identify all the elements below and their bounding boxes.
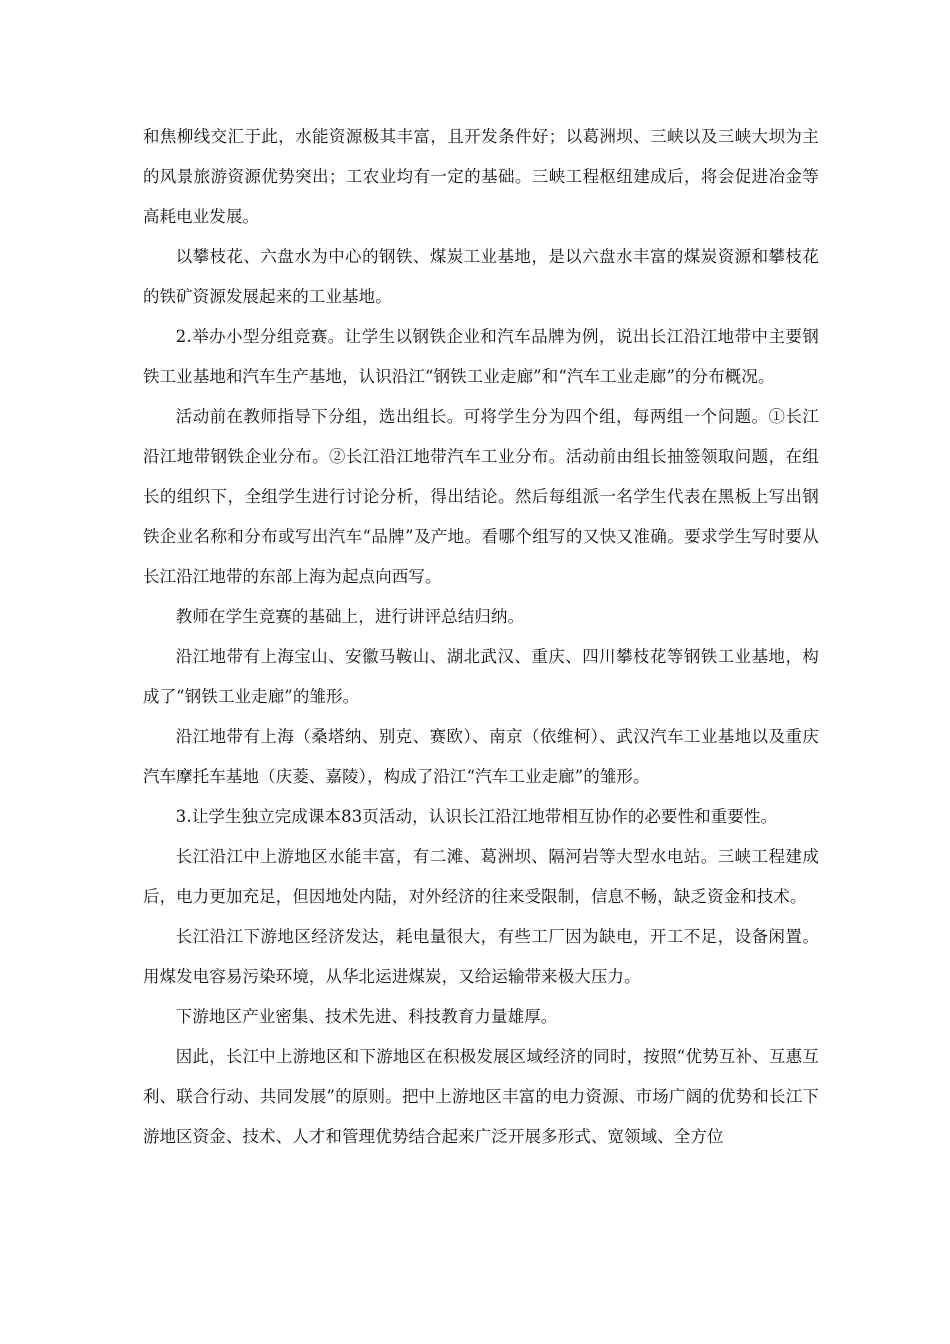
paragraph-3: 2.举办小型分组竞赛。让学生以钢铁企业和汽车品牌为例，说出长江沿江地带中主要钢铁工业基地和汽车生产基地，认识沿江“钢铁工业走廊”和“汽车工业走廊”的分布概况。	[143, 327, 819, 386]
paragraph-8: 3.让学生独立完成课本83页活动，认识长江沿江地带相互协作的必要性和重要性。	[175, 807, 778, 826]
paragraph-9: 长江沿江中上游地区水能丰富，有二滩、葛洲坝、隔河岩等大型水电站。三峡工程建成后，电力更加充足，但因地处内陆，对外经济的往来受限制，信息不畅，缺乏资金和技术。	[143, 847, 819, 906]
paragraph-11: 下游地区产业密集、技术先进、科技教育力量雄厚。	[175, 1007, 558, 1026]
paragraph-6: 沿江地带有上海宝山、安徽马鞍山、湖北武汉、重庆、四川攀枝花等钢铁工业基地，构成了“钢铁工业走廊”的雏形。	[143, 647, 819, 706]
paragraph-12: 因此，长江中上游地区和下游地区在积极发展区域经济的同时，按照“优势互补、互惠互利、联合行动、共同发展”的原则。把中上游地区丰富的电力资源、市场广阔的优势和长江下游地区资金、技术、人才和管理优势结合起来广泛开展多形式、宽领域、全方位	[143, 1047, 819, 1146]
paragraph-5: 教师在学生竞赛的基础上，进行讲评总结归纳。	[175, 607, 525, 626]
paragraph-1: 和焦柳线交汇于此，水能资源极其丰富，且开发条件好；以葛洲坝、三峡以及三峡大坝为主的风景旅游资源优势突出；工农业均有一定的基础。三峡工程枢纽建成后，将会促进冶金等高耗电业发展。	[143, 127, 819, 226]
paragraph-7: 沿江地带有上海（桑塔纳、别克、赛欧）、南京（依维柯）、武汉汽车工业基地以及重庆汽车摩托车基地（庆菱、嘉陵），构成了沿江“汽车工业走廊”的雏形。	[143, 727, 819, 786]
paragraph-2: 以攀枝花、六盘水为中心的钢铁、煤炭工业基地，是以六盘水丰富的煤炭资源和攀枝花的铁矿资源发展起来的工业基地。	[143, 247, 819, 306]
paragraph-4: 活动前在教师指导下分组，选出组长。可将学生分为四个组，每两组一个问题。①长江沿江地带钢铁企业分布。②长江沿江地带汽车工业分布。活动前由组长抽签领取问题，在组长的组织下，全组学生进行讨论分析，得出结论。然后每组派一名学生代表在黑板上写出钢铁企业名称和分布或写出汽车“品牌”及产地。看哪个组写的又快又准确。要求学生写时要从长江沿江地带的东部上海为起点向西写。	[143, 407, 819, 586]
paragraph-10: 长江沿江下游地区经济发达，耗电量很大，有些工厂因为缺电，开工不足，设备闲置。用煤发电容易污染环境，从华北运进煤炭，又给运输带来极大压力。	[143, 927, 819, 986]
document-body	[143, 117, 819, 1157]
